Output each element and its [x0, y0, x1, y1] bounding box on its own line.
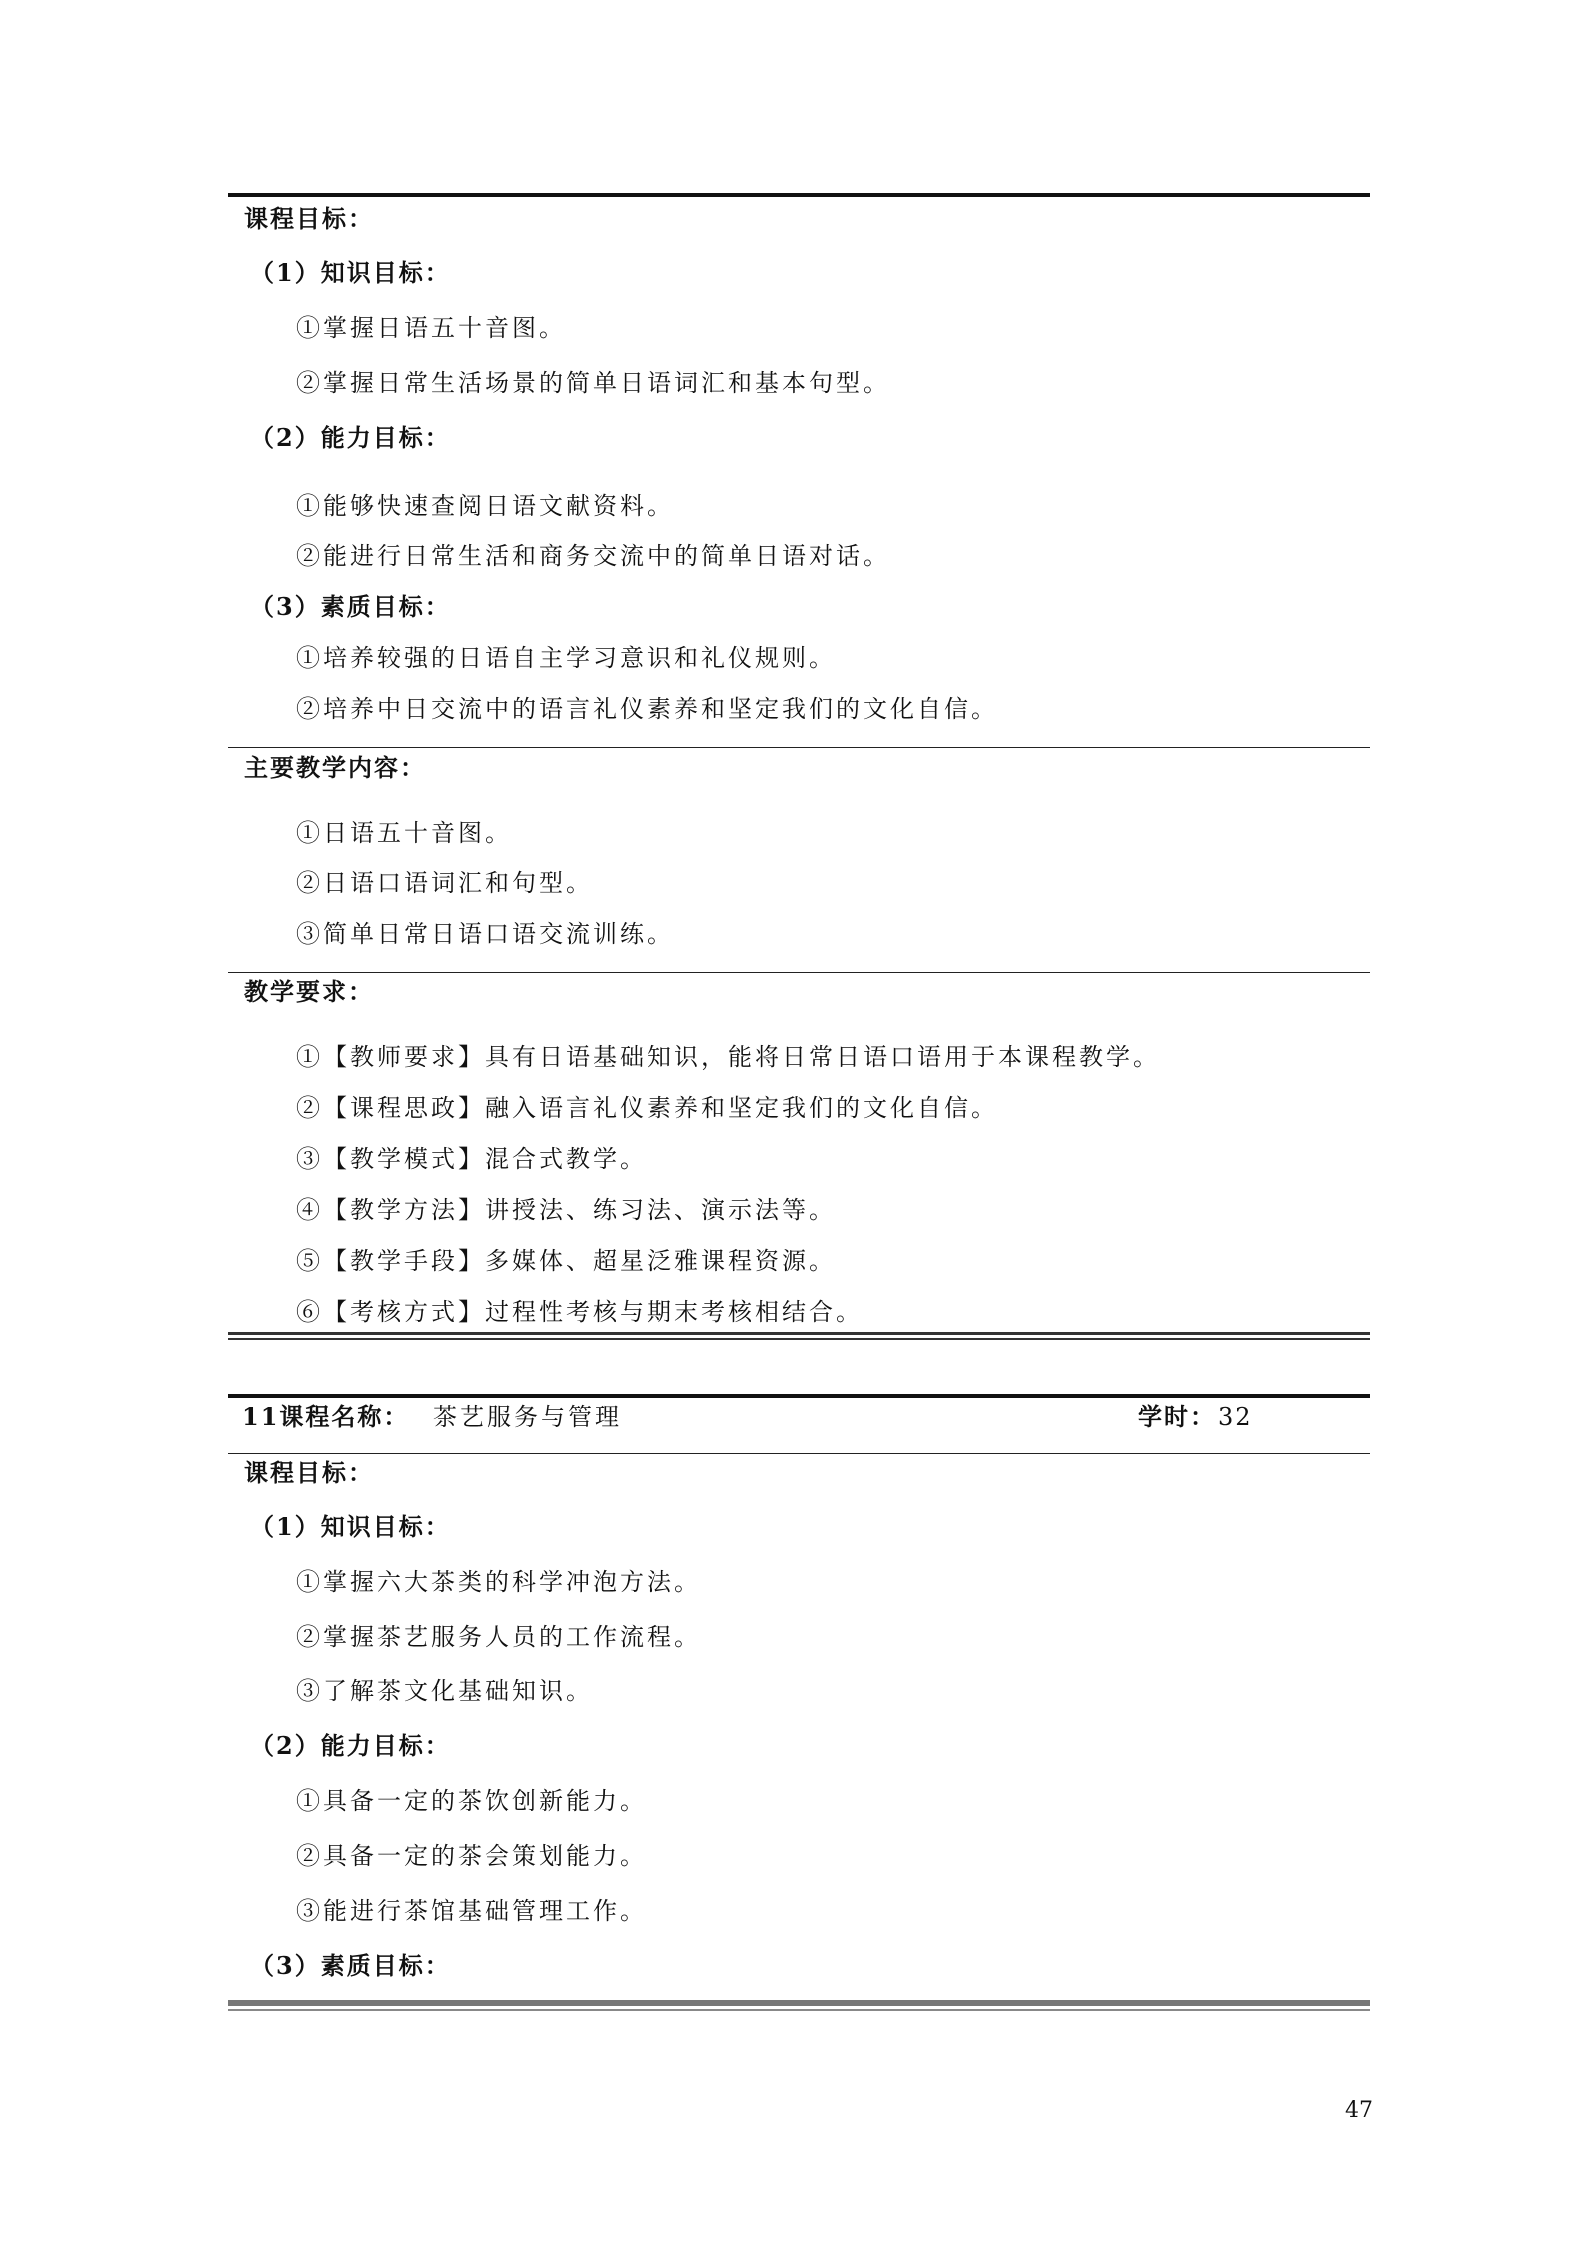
- req-item: ③【教学模式】混合式教学。: [296, 1145, 647, 1173]
- content-item: ②日语口语词汇和句型。: [296, 869, 593, 897]
- ability-heading: （2）能力目标：: [250, 1731, 451, 1760]
- ability-item: ①具备一定的茶饮创新能力。: [296, 1787, 647, 1815]
- course-header-rule: [228, 1394, 1370, 1398]
- content-heading: 主要教学内容：: [244, 753, 426, 782]
- ability-item: ②能进行日常生活和商务交流中的简单日语对话。: [296, 542, 890, 570]
- knowledge-heading: （1）知识目标：: [250, 258, 451, 287]
- req-item: ①【教师要求】具有日语基础知识，能将日常日语口语用于本课程教学。: [296, 1043, 1160, 1071]
- req-item: ⑤【教学手段】多媒体、超星泛雅课程资源。: [296, 1247, 836, 1275]
- knowledge-item: ①掌握六大茶类的科学冲泡方法。: [296, 1568, 701, 1596]
- page-number: 47: [1345, 2098, 1373, 2123]
- ability-item: ②具备一定的茶会策划能力。: [296, 1842, 647, 1870]
- knowledge-item: ①掌握日语五十音图。: [296, 314, 566, 342]
- hours-value: 32: [1218, 1403, 1253, 1431]
- req-item: ④【教学方法】讲授法、练习法、演示法等。: [296, 1196, 836, 1224]
- content-item: ①日语五十音图。: [296, 819, 512, 847]
- knowledge-item: ②掌握茶艺服务人员的工作流程。: [296, 1623, 701, 1651]
- req-item: ②【课程思政】融入语言礼仪素养和坚定我们的文化自信。: [296, 1094, 998, 1122]
- knowledge-item: ②掌握日常生活场景的简单日语词汇和基本句型。: [296, 369, 890, 397]
- ability-item: ③能进行茶馆基础管理工作。: [296, 1897, 647, 1925]
- quality-item: ②培养中日交流中的语言礼仪素养和坚定我们的文化自信。: [296, 695, 998, 723]
- goals-heading: 课程目标：: [244, 1458, 374, 1487]
- goals-heading: 课程目标：: [244, 204, 374, 233]
- quality-heading: （3）素质目标：: [250, 592, 451, 621]
- bottom-rule: [228, 2000, 1370, 2006]
- bottom-rule: [228, 2009, 1370, 2011]
- divider: [228, 1453, 1370, 1454]
- req-heading: 教学要求：: [244, 977, 374, 1006]
- ability-heading: （2）能力目标：: [250, 423, 451, 452]
- content-item: ③简单日常日语口语交流训练。: [296, 920, 674, 948]
- knowledge-item: ③了解茶文化基础知识。: [296, 1677, 593, 1705]
- section-2: [228, 0, 1370, 2040]
- course-label: 11课程名称：: [242, 1402, 410, 1431]
- ability-item: ①能够快速查阅日语文献资料。: [296, 492, 674, 520]
- hours-label: 学时：: [1138, 1402, 1216, 1431]
- knowledge-heading: （1）知识目标：: [250, 1512, 451, 1541]
- quality-item: ①培养较强的日语自主学习意识和礼仪规则。: [296, 644, 836, 672]
- quality-heading: （3）素质目标：: [250, 1951, 451, 1980]
- course-name: 茶艺服务与管理: [433, 1403, 622, 1431]
- req-item: ⑥【考核方式】过程性考核与期末考核相结合。: [296, 1298, 863, 1326]
